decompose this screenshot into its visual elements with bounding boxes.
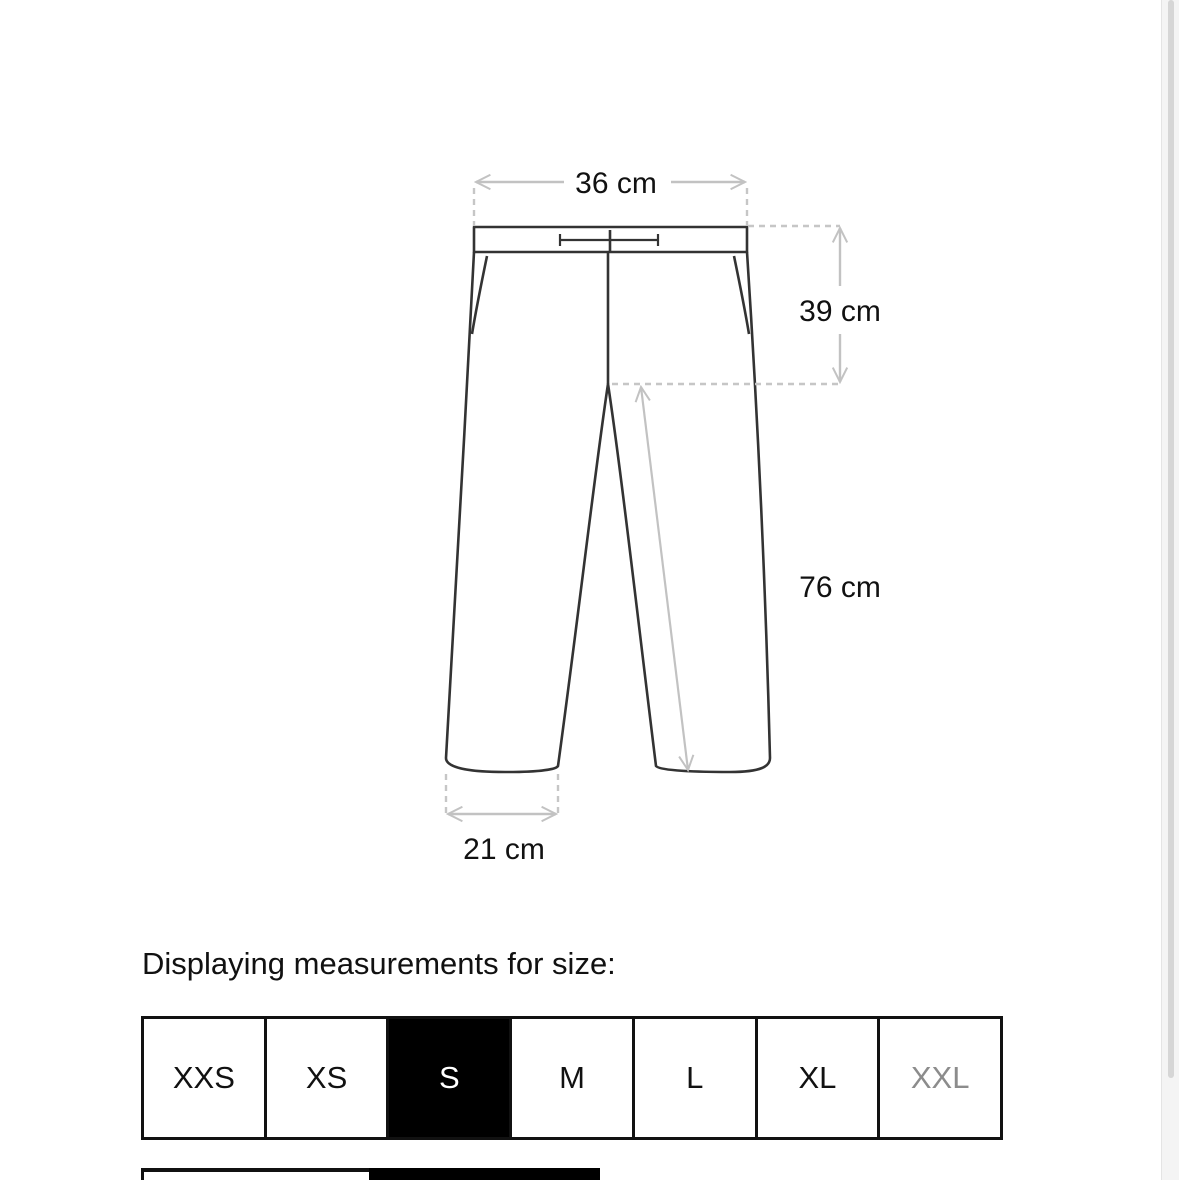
unit-toggle-option-2[interactable]	[369, 1168, 600, 1180]
size-selector	[141, 1016, 1003, 1140]
size-option-xxs[interactable]: XXS	[144, 1019, 267, 1137]
page-scrollbar[interactable]	[1161, 0, 1179, 1180]
rise-measurement-label: 39 cm	[799, 295, 881, 328]
size-prompt-label: Displaying measurements for size:	[142, 946, 616, 981]
inseam-dimension	[641, 387, 688, 770]
unit-toggle	[141, 1168, 600, 1180]
inseam-measurement-label: 76 cm	[799, 571, 881, 604]
size-option-xl[interactable]: XL	[758, 1019, 881, 1137]
pants-outline	[446, 227, 770, 772]
size-option-s[interactable]: S	[389, 1019, 512, 1137]
scrollbar-thumb[interactable]	[1168, 0, 1174, 1078]
guide-dashes	[446, 188, 840, 814]
size-option-xs[interactable]: XS	[267, 1019, 390, 1137]
size-option-m[interactable]: M	[512, 1019, 635, 1137]
size-option-l[interactable]: L	[635, 1019, 758, 1137]
leg-opening-measurement-label: 21 cm	[463, 833, 545, 866]
size-option-xxl[interactable]: XXL	[880, 1019, 1000, 1137]
unit-toggle-option-1[interactable]	[141, 1168, 369, 1180]
waist-measurement-label: 36 cm	[575, 167, 657, 200]
